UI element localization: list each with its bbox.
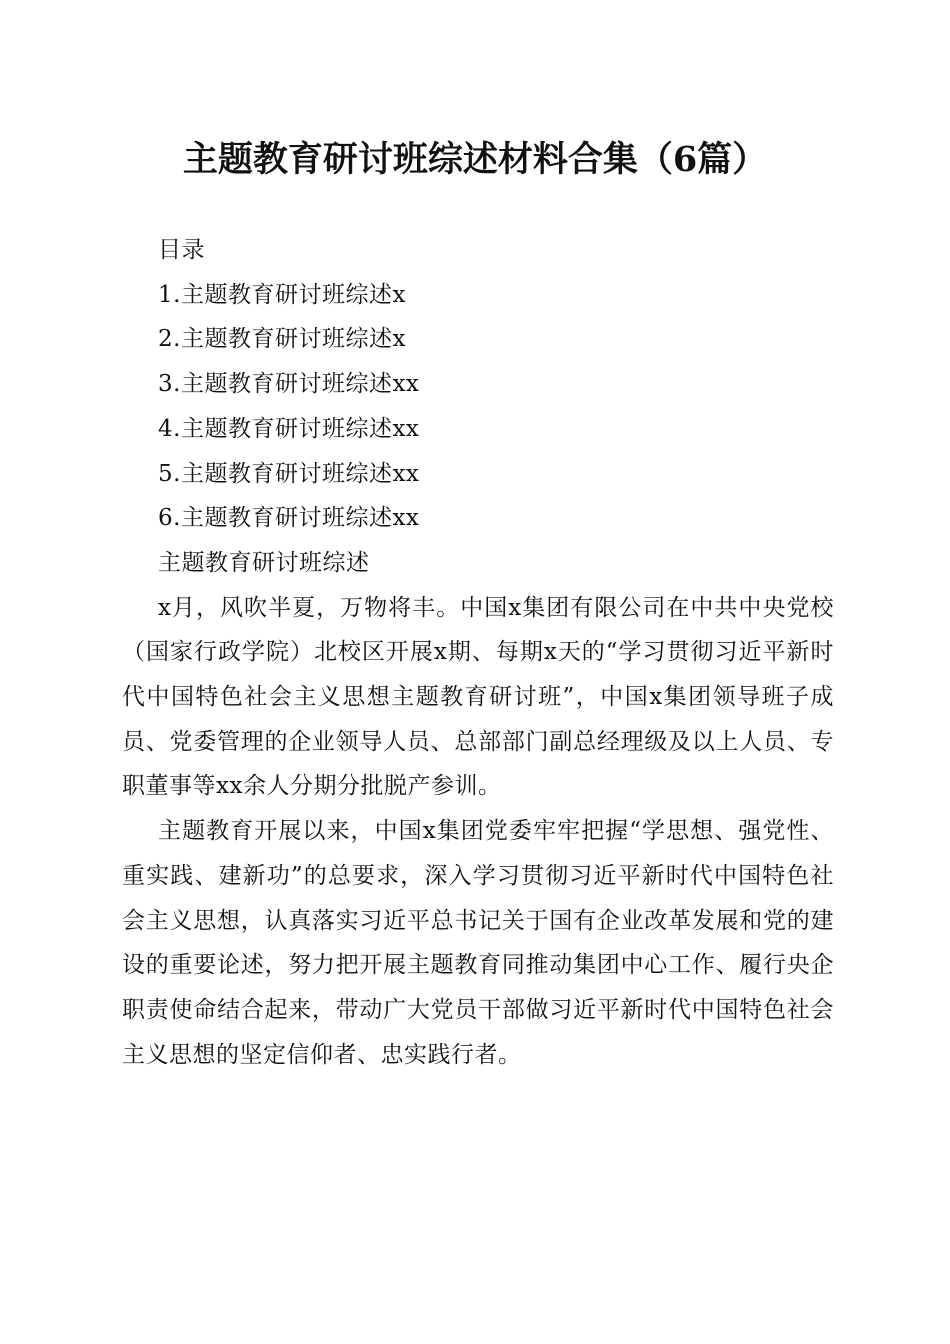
toc-item-1: 1.主题教育研讨班综述x <box>158 281 406 308</box>
toc-item-5: 5.主题教育研讨班综述xx <box>158 460 420 487</box>
paragraph-1: x月，风吹半夏，万物将丰。中国x集团有限公司在中共中央党校（国家行政学院）北校区开展x期、每期x天的“学习贯彻习近平新时代中国特色社会主义思想主题教育研讨班”，中国x集团领导班子成员、党委管理的企业领导人员、总部部门副总经理级及以上人员、专职董事等xx余人分期分批脱产参训。 <box>122 594 834 800</box>
paragraph-2: 主题教育开展以来，中国x集团党委牢牢把握“学思想、强党性、重实践、建新功”的总要求，深入学习贯彻习近平新时代中国特色社会主义思想，认真落实习近平总书记关于国有企业改革发展和党的建设的重要论述，努力把开展主题教育同推动集团中心工作、履行央企职责使命结合起来，带动广大党员干部做习近平新时代中国特色社会主义思想的坚定信仰者、忠实践行者。 <box>122 818 834 1068</box>
toc-item-2: 2.主题教育研讨班综述x <box>158 326 406 353</box>
toc-item-3: 3.主题教育研讨班综述xx <box>158 371 420 398</box>
toc-item-4: 4.主题教育研讨班综述xx <box>158 415 420 442</box>
document-body <box>122 228 834 1077</box>
toc-heading: 目录 <box>158 237 205 263</box>
section-title: 主题教育研讨班综述 <box>158 549 370 576</box>
toc-item-6: 6.主题教育研讨班综述xx <box>158 505 420 532</box>
document-title: 主题教育研讨班综述材料合集（6篇） <box>182 139 768 180</box>
